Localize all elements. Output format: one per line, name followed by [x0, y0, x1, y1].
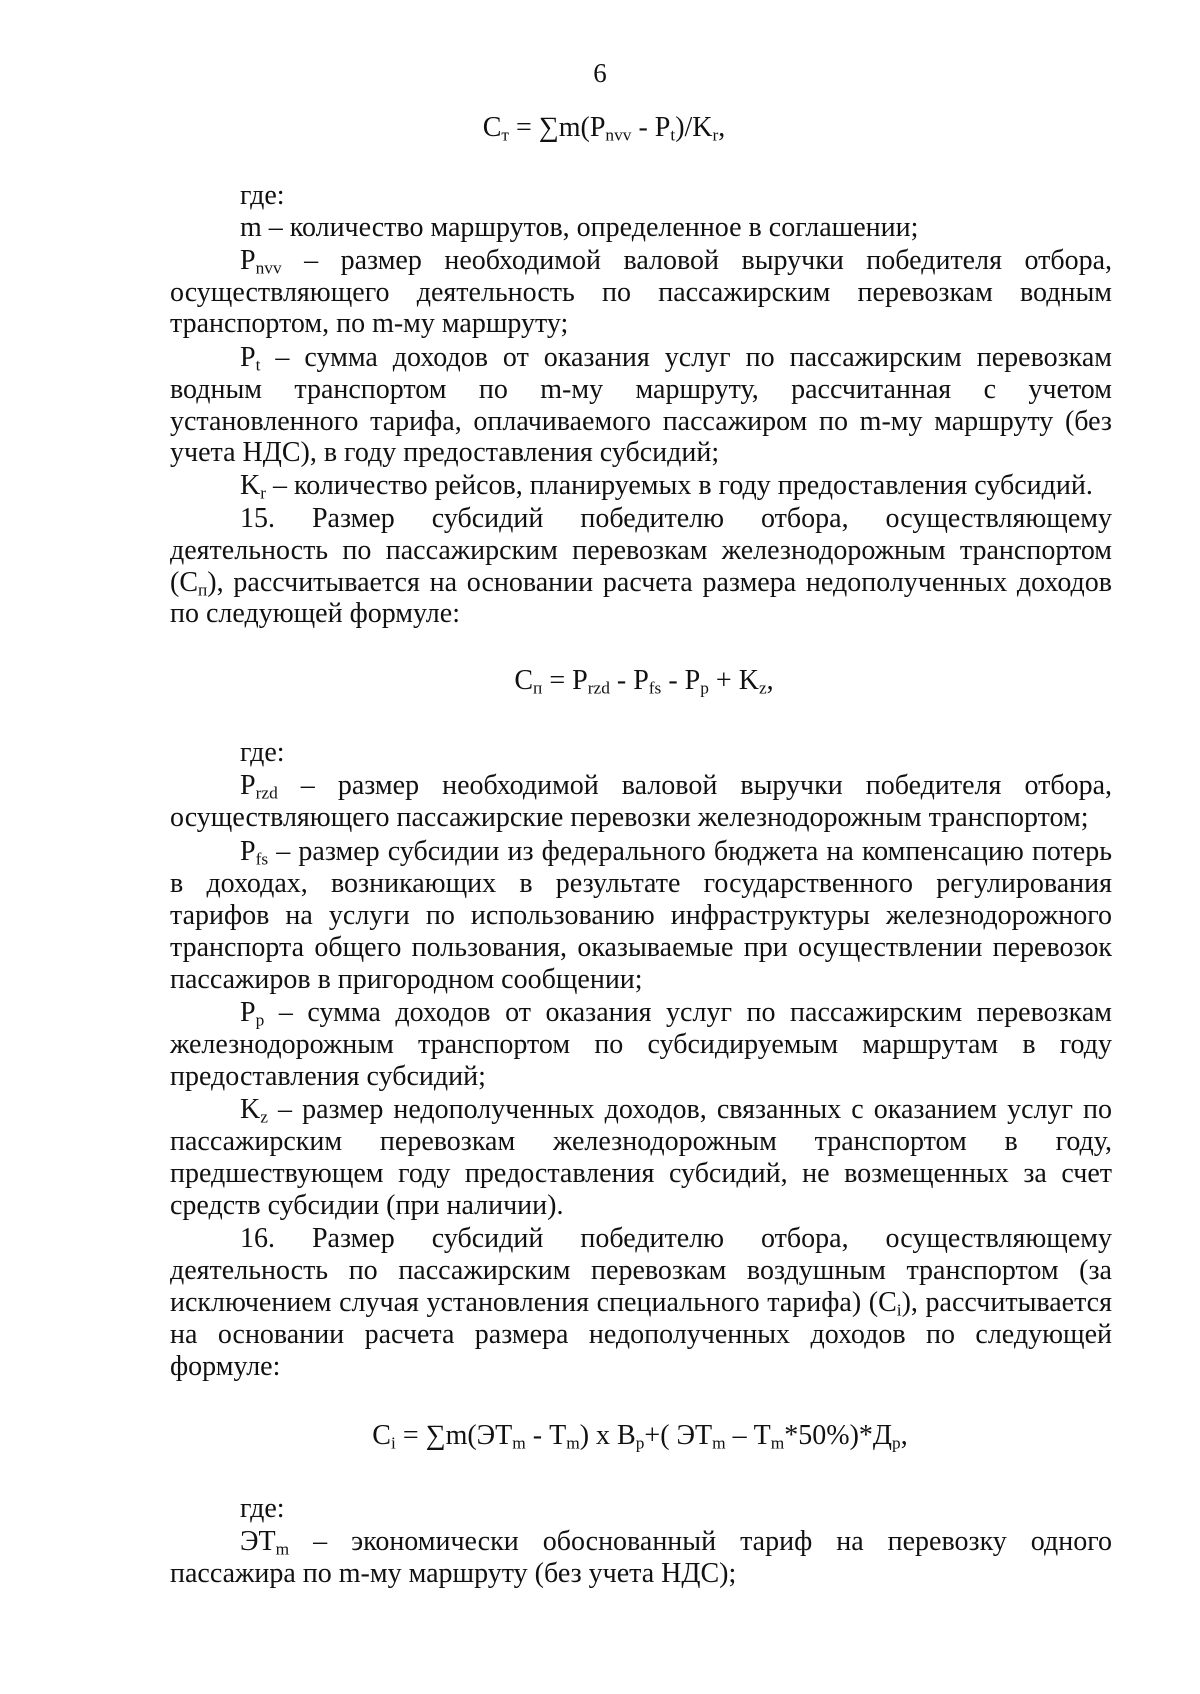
definition-kz-line-4: средств субсидии (при наличии). — [170, 1190, 564, 1221]
definition-pt-line-4: учета НДС), в году предоставления субсидий; — [170, 437, 720, 468]
definition-pfs-line-2: в доходах, возникающих в результате государственного регулирования — [170, 868, 1112, 899]
definition-m: m – количество маршрутов, определенное в соглашении; — [240, 212, 919, 243]
definition-pp-line-2: железнодорожным транспортом по субсидируемым маршрутам в году — [170, 1029, 1112, 1060]
definition-pp-line-3: предоставления субсидий; — [170, 1061, 486, 1092]
where-label-1: где: — [240, 180, 285, 211]
definition-etm-line-1: $ЭТ_m$ – экономически обоснованный тариф на перевозку одного — [240, 1526, 1112, 1559]
formula-ct: $С_т = \sum m(P_{nvv} - P_t)/K_r$, — [482, 112, 726, 145]
formula-cp: $С_п = P_{rzd} - P_{fs} - P_p + K_z$, — [514, 665, 774, 698]
definition-przd-line-1: $P_{rzd}$ – размер необходимой валовой выручки победителя отбора, — [240, 770, 1112, 803]
definition-kz-line-1: $K_z$ – размер недополученных доходов, связанных с оказанием услуг по — [240, 1094, 1112, 1127]
paragraph-16-line-4: на основании расчета размера недополученных доходов по следующей — [170, 1319, 1112, 1350]
paragraph-15-line-1: 15. Размер субсидий победителю отбора, осуществляющему — [240, 503, 1112, 534]
definition-pnvv-line-3: транспортом, по m-му маршруту; — [170, 308, 569, 339]
paragraph-15-line-4: по следующей формуле: — [170, 598, 460, 629]
definition-pfs-line-3: тарифов на услуги по использованию инфраструктуры железнодорожного — [170, 900, 1112, 931]
definition-pt-line-3: установленного тарифа, оплачиваемого пассажиром по m-му маршруту (без — [170, 406, 1112, 437]
paragraph-16-line-5: формуле: — [170, 1351, 281, 1382]
paragraph-16-line-3: исключением случая установления специального тарифа) $(С_i)$, рассчитывается — [170, 1287, 1112, 1320]
definition-pp-line-1: $P_p$ – сумма доходов от оказания услуг по пассажирским перевозкам — [240, 997, 1112, 1030]
paragraph-16-line-2: деятельность по пассажирским перевозкам воздушным транспортом (за — [170, 1255, 1112, 1286]
definition-pt-line-1: $P_t$ – сумма доходов от оказания услуг по пассажирским перевозкам — [240, 342, 1112, 375]
where-label-3: где: — [240, 1493, 285, 1524]
definition-kz-line-3: предшествующем году предоставления субсидий, не возмещенных за счет — [170, 1158, 1112, 1189]
paragraph-16-line-1: 16. Размер субсидий победителю отбора, осуществляющему — [240, 1223, 1112, 1254]
paragraph-15-line-3: $(С_п)$, рассчитывается на основании расчета размера недополученных доходов — [170, 567, 1112, 600]
page-number: 6 — [593, 58, 607, 88]
definition-pnvv-line-1: $P_{nvv}$ – размер необходимой валовой выручки победителя отбора, — [240, 245, 1112, 278]
paragraph-15-line-2: деятельность по пассажирским перевозкам железнодорожным транспортом — [170, 535, 1112, 566]
definition-kr: $K_r$ – количество рейсов, планируемых в году предоставления субсидий. — [240, 470, 1093, 503]
definition-pfs-line-4: транспорта общего пользования, оказываемые при осуществлении перевозок — [170, 932, 1112, 963]
definition-pt-line-2: водным транспортом по m-му маршруту, рассчитанная с учетом — [170, 374, 1112, 405]
where-label-2: где: — [240, 737, 285, 768]
definition-kz-line-2: пассажирским перевозкам железнодорожным транспортом в году, — [170, 1126, 1112, 1157]
definition-przd-line-2: осуществляющего пассажирские перевозки железнодорожным транспортом; — [170, 802, 1089, 833]
definition-pnvv-line-2: осуществляющего деятельность по пассажирским перевозкам водным — [170, 277, 1112, 308]
definition-pfs-line-1: $P_{fs}$ – размер субсидии из федерального бюджета на компенсацию потерь — [240, 836, 1112, 869]
definition-etm-line-2: пассажира по m-му маршруту (без учета НДС); — [170, 1558, 737, 1589]
formula-ci: $С_i = \sum m(ЭТ_m - Т_m)$ х $В_р+$( $ЭТ_m - Т_m*50\%)*Д_р$, — [372, 1420, 908, 1453]
definition-pfs-line-5: пассажиров в пригородном сообщении; — [170, 964, 643, 995]
